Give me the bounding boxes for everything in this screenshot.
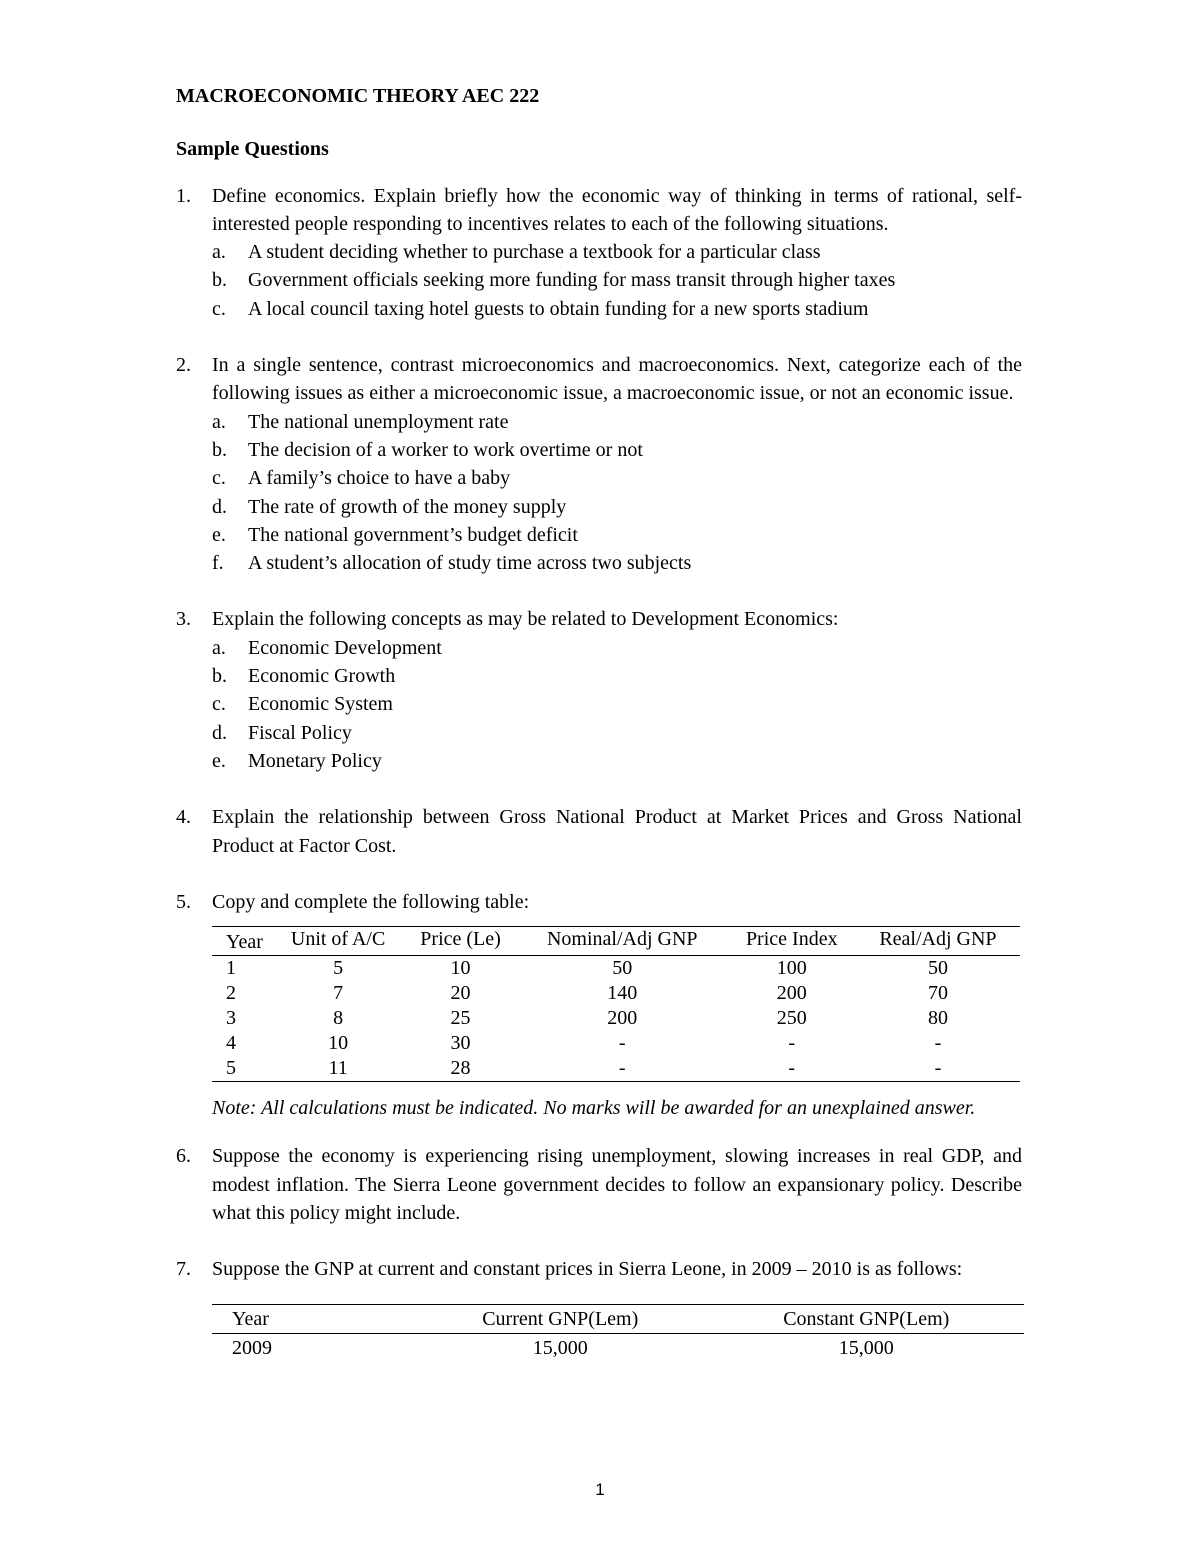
table-cell: - [934,1057,942,1080]
table-cell: 11 [328,1057,348,1080]
question-number: 5. [176,890,191,913]
item-letter: d. [212,495,227,518]
question-number: 6. [176,1145,191,1168]
question-2 [176,351,1022,577]
question-text: In a single sentence, contrast microeconomics and macroeconomics. Next, categorize each of the following issues as either a microeconomic issue, a macroeconomic issue, or not an economic issue. [212,354,1022,405]
item-text: The rate of growth of the money supply [248,495,567,518]
gnp-prices-table [212,1304,1024,1362]
table-cell: 140 [607,982,638,1005]
question-text: Copy and complete the following table: [212,890,530,913]
item-text: Economic Development [248,636,442,659]
item-text: A student’s allocation of study time across two subjects [248,552,692,575]
list-item [212,464,1022,492]
table-cell: 7 [333,982,344,1005]
question-text: Suppose the economy is experiencing rising unemployment, slowing increases in real GDP, and modest inflation. The Sierra Leone government decides to follow an expansionary policy. Describe what this policy might include. [212,1145,1022,1225]
question-text: Define economics. Explain briefly how the economic way of thinking in terms of rational, self-interested people responding to incentives relates to each of the following situations. [212,184,1022,235]
table-cell: 1 [226,957,236,980]
page-number: 1 [595,1480,605,1499]
list-item [212,238,1022,266]
column-header: Price Index [745,928,838,951]
item-text: Monetary Policy [248,749,382,772]
section-subtitle: Sample Questions [176,138,329,161]
table-cell: - [788,1032,796,1055]
item-text: Economic System [248,693,393,716]
question-6 [176,1142,1022,1227]
item-letter: e. [212,523,226,546]
column-header: Real/Adj GNP [879,928,997,951]
table-row [212,956,1020,982]
item-letter: c. [212,693,226,716]
table-row [212,1333,1024,1362]
table-cell: 80 [927,1007,948,1030]
table-cell: 200 [776,982,807,1005]
table-cell: 70 [927,982,948,1005]
item-letter: d. [212,721,227,744]
table-row [212,1006,1020,1031]
table-cell: 5 [226,1057,236,1080]
table-cell: 2 [226,982,236,1005]
question-3 [176,605,1022,775]
list-item [212,549,1022,577]
item-text: A family’s choice to have a baby [248,467,511,490]
list-item [212,521,1022,549]
page-content [176,82,1022,1362]
question-7 [176,1255,1022,1361]
question-5 [176,888,1022,1123]
question-text: Explain the following concepts as may be related to Development Economics: [212,608,839,631]
table-header-row [212,1304,1024,1333]
table-cell: - [618,1057,626,1080]
table-cell: 3 [226,1007,236,1030]
table-cell: 30 [450,1032,471,1055]
table-cell: 28 [450,1057,471,1080]
table-cell: 10 [328,1032,349,1055]
list-item [212,747,1022,775]
question-number: 3. [176,608,191,631]
table-cell: 200 [607,1007,638,1030]
question-text: Suppose the GNP at current and constant prices in Sierra Leone, in 2009 – 2010 is as follows: [212,1258,963,1281]
table-header-row [212,927,1020,956]
table-row [212,1031,1020,1056]
table-cell: 8 [333,1007,344,1030]
question-number: 1. [176,184,191,207]
column-header: Year [232,1307,269,1330]
item-text: Fiscal Policy [248,721,352,744]
item-letter: a. [212,636,226,659]
table-cell: 50 [927,957,948,980]
list-item [212,662,1022,690]
item-letter: b. [212,665,227,688]
table-cell: 250 [776,1007,807,1030]
question-number: 4. [176,806,191,829]
list-item [212,719,1022,747]
gnp-calculation-table [212,926,1020,1082]
table-cell: 2009 [232,1336,272,1359]
table-cell: - [618,1032,626,1055]
list-item [212,266,1022,294]
table-cell: 15,000 [838,1336,894,1359]
table-cell: - [934,1032,942,1055]
list-item [212,690,1022,718]
column-header: Constant GNP(Lem) [783,1307,950,1330]
question-number: 7. [176,1258,191,1281]
list-item [212,408,1022,436]
item-letter: b. [212,438,227,461]
item-text: A local council taxing hotel guests to obtain funding for a new sports stadium [248,297,869,320]
list-item [212,436,1022,464]
item-letter: b. [212,269,227,292]
question-number: 2. [176,354,191,377]
table-cell: 100 [776,957,807,980]
item-text: The decision of a worker to work overtime or not [248,438,643,461]
table-cell: 50 [612,957,633,980]
item-text: Economic Growth [248,665,396,688]
table-row [212,981,1020,1006]
table-row [212,1056,1020,1082]
table-cell: 15,000 [532,1336,588,1359]
item-text: Government officials seeking more funding for mass transit through higher taxes [248,269,896,292]
document-title: MACROECONOMIC THEORY AEC 222 [176,85,540,107]
question-text: Explain the relationship between Gross National Product at Market Prices and Gross National Product at Factor Cost. [212,806,1022,857]
item-letter: f. [212,552,224,575]
question-1 [176,182,1022,323]
item-text: The national government’s budget deficit [248,523,578,546]
item-letter: e. [212,749,226,772]
column-header: Current GNP(Lem) [482,1307,639,1330]
list-item [212,295,1022,323]
column-header: Unit of A/C [290,928,386,951]
question-4 [176,803,1022,860]
item-text: A student deciding whether to purchase a textbook for a particular class [248,241,821,264]
table-cell: 25 [450,1007,471,1030]
item-letter: a. [212,241,226,264]
column-header: Year [226,931,263,954]
item-text: The national unemployment rate [248,410,509,433]
column-header: Price (Le) [420,928,501,951]
table-cell: 5 [333,957,344,980]
item-letter: c. [212,467,226,490]
table-cell: - [788,1057,796,1080]
table-cell: 4 [226,1032,236,1055]
column-header: Nominal/Adj GNP [546,928,698,951]
item-letter: a. [212,410,226,433]
item-letter: c. [212,297,226,320]
list-item [212,634,1022,662]
table-cell: 10 [450,957,471,980]
table-cell: 20 [450,982,471,1005]
note-text: Note: All calculations must be indicated. No marks will be awarded for an unexplained answer. [212,1097,976,1120]
list-item [212,493,1022,521]
